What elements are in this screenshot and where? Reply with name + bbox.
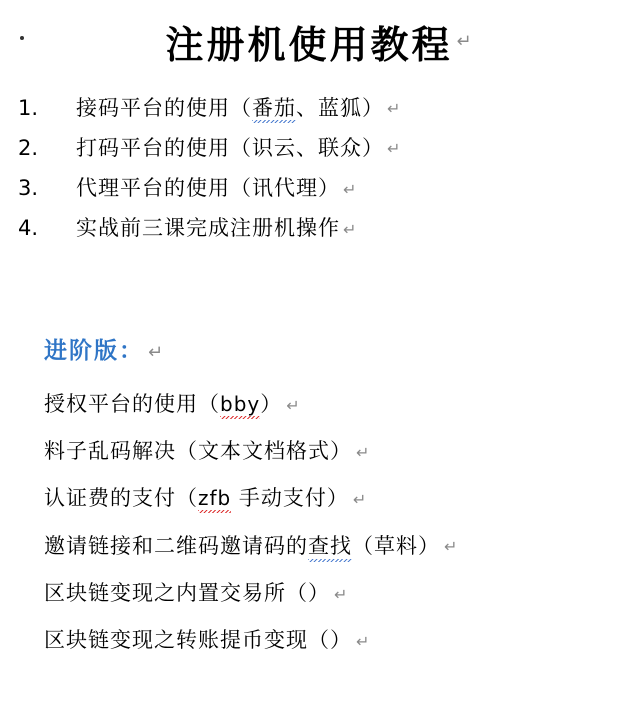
pilcrow-icon: ↵	[343, 219, 358, 239]
list-marker: 2.	[18, 136, 39, 161]
list-item	[18, 96, 618, 120]
list-item	[44, 439, 624, 464]
list-item-prefix: 区块链变现之转账提币变现（）	[44, 627, 352, 652]
grammar-flagged-text: 查找	[308, 533, 352, 558]
list-item-suffix: ）	[260, 392, 283, 416]
grammar-flagged-text: 番茄	[252, 96, 296, 120]
list-item-suffix: 手动支付）	[231, 486, 349, 511]
list-item-prefix: 邀请链接和二维码邀请码的	[44, 533, 308, 558]
list-item-prefix: 授权平台的使用（	[44, 392, 220, 416]
list-item	[44, 486, 624, 511]
list-marker: 3.	[18, 176, 39, 201]
list-item	[18, 136, 618, 160]
pilcrow-icon: ↵	[148, 341, 166, 363]
spellcheck-flagged-text: zfb	[198, 486, 232, 511]
document-title-row	[0, 14, 637, 69]
list-item-text	[76, 176, 357, 200]
list-item-text	[76, 216, 357, 240]
list-item	[44, 628, 624, 653]
list-item-text-before: 实战前三课完成注册机操作	[76, 216, 340, 241]
list-marker: 1.	[18, 96, 39, 120]
list-item-prefix: 区块链变现之内置交易所（）	[44, 580, 330, 605]
list-item-text-after: 、蓝狐）	[296, 96, 384, 120]
list-item-text-before: 代理平台的使用（讯代理）	[76, 176, 340, 201]
pilcrow-icon: ↵	[387, 99, 402, 119]
list-item-prefix: 认证费的支付（	[44, 486, 198, 511]
list-item-text	[76, 96, 401, 120]
plain-list	[44, 392, 624, 675]
list-item-text	[76, 136, 401, 160]
list-item	[18, 216, 618, 240]
pilcrow-icon: ↵	[456, 31, 472, 52]
list-marker: 4.	[18, 216, 39, 241]
pilcrow-icon: ↵	[387, 139, 402, 159]
spellcheck-flagged-text: bby	[220, 392, 261, 416]
pilcrow-icon: ↵	[356, 631, 371, 651]
list-item-suffix: （草料）	[352, 533, 440, 558]
pilcrow-icon: ↵	[334, 584, 349, 604]
section-subheading-text: 进阶版：	[44, 337, 144, 364]
list-item-text-before: 接码平台的使用（	[76, 96, 252, 120]
page-title: 注册机使用教程	[165, 22, 453, 67]
pilcrow-icon: ↵	[352, 490, 368, 510]
list-item	[44, 534, 624, 559]
pilcrow-icon: ↵	[356, 443, 371, 463]
list-item-text-before: 打码平台的使用（识云、联众）	[76, 136, 384, 161]
list-item-prefix: 料子乱码解决（文本文档格式）	[44, 439, 352, 464]
list-item	[44, 581, 624, 606]
section-subheading	[44, 332, 165, 365]
numbered-list	[18, 96, 618, 257]
pilcrow-icon: ↵	[343, 179, 358, 199]
list-item	[44, 392, 624, 417]
pilcrow-icon: ↵	[444, 537, 459, 557]
list-item	[18, 176, 618, 200]
pilcrow-icon: ↵	[286, 395, 301, 415]
